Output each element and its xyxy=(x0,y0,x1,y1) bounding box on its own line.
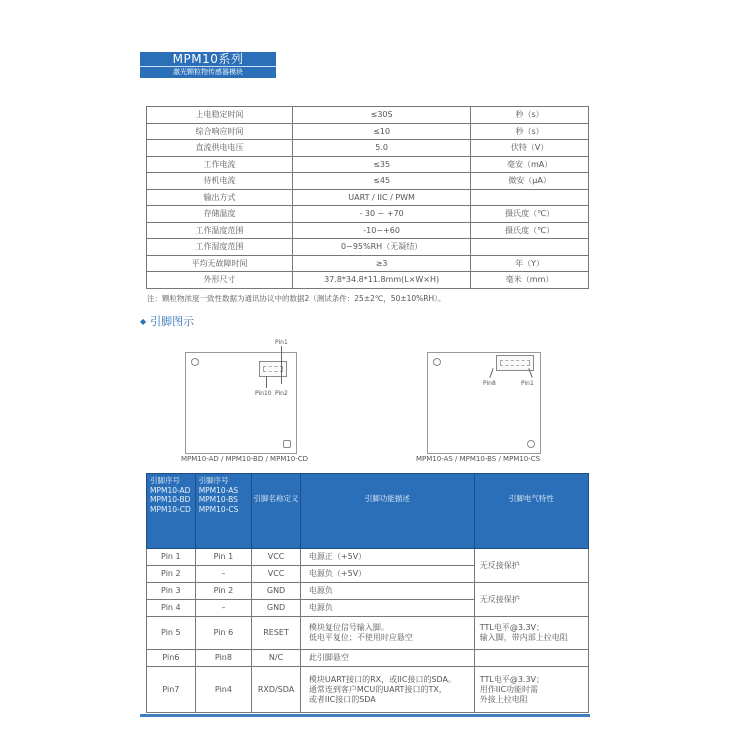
header-pin-electrical: 引脚电气特性 xyxy=(474,474,588,549)
header-pin-number-d: 引脚序号 MPM10-AD MPM10-BD MPM10-CD xyxy=(147,474,196,549)
header-pin-function: 引脚功能描述 xyxy=(300,474,474,549)
pin-electrical xyxy=(474,617,588,650)
spec-value: ≤35 xyxy=(293,156,471,173)
pin-number-s: Pin 2 xyxy=(195,583,252,600)
pin-name: GND xyxy=(252,583,301,600)
pin-number-s: – xyxy=(195,600,252,617)
spec-param: 平均无故障时间 xyxy=(147,255,293,272)
spec-unit: 秒（s） xyxy=(471,107,589,124)
spec-value: ≤45 xyxy=(293,173,471,190)
pin-description-line: 通常连到客户MCU的UART接口的TX， xyxy=(308,684,447,694)
pin-description-line: 或者IIC接口的SDA xyxy=(308,694,376,704)
spec-unit: 摄氏度（℃） xyxy=(471,222,589,239)
bullet-diamond-icon: ◆ xyxy=(140,317,147,326)
pin-name: RESET xyxy=(252,617,301,650)
pin-number-s: – xyxy=(195,566,252,583)
pin-label: Pin2 xyxy=(275,390,288,397)
mounting-hole-icon xyxy=(191,358,199,366)
spec-value: ≤10 xyxy=(293,123,471,140)
table-row xyxy=(147,667,589,713)
pin-description-line: 模块复位信号输入脚。 xyxy=(308,623,389,632)
pin-number-s: Pin 6 xyxy=(195,617,252,650)
pin-number-d: Pin 2 xyxy=(147,566,196,583)
spec-param: 工作电流 xyxy=(147,156,293,173)
pin-description: 电源负 xyxy=(300,583,474,600)
table-row xyxy=(147,140,589,157)
table-row xyxy=(147,255,589,272)
spec-param: 上电稳定时间 xyxy=(147,107,293,124)
pin-description-line: 模块UART接口的RX，或IIC接口的SDA。 xyxy=(308,674,457,684)
spec-unit: 摄氏度（℃） xyxy=(471,206,589,223)
mounting-hole-icon xyxy=(527,440,535,448)
table-row xyxy=(147,583,589,600)
spec-value: 37.8*34.8*11.8mm(L×W×H) xyxy=(293,272,471,289)
section-heading-pin-diagram xyxy=(140,313,194,329)
table-row xyxy=(147,272,589,289)
leader-line xyxy=(266,376,267,388)
pin-number-s: Pin4 xyxy=(195,667,252,713)
table-row xyxy=(147,549,589,566)
spec-unit: 微安（μA） xyxy=(471,173,589,190)
pin-name: GND xyxy=(252,600,301,617)
table-row xyxy=(147,156,589,173)
spec-value: - 30 ~ +70 xyxy=(293,206,471,223)
pin-label: Pin1 xyxy=(521,380,534,387)
table-row xyxy=(147,123,589,140)
table-row xyxy=(147,222,589,239)
spec-param: 存储温度 xyxy=(147,206,293,223)
spec-unit: 毫米（mm） xyxy=(471,272,589,289)
table-row xyxy=(147,107,589,124)
pin-number-s: Pin8 xyxy=(195,650,252,667)
mounting-hole-icon xyxy=(283,440,291,448)
pin-electrical: 无反接保护 xyxy=(474,549,588,583)
test-condition-note: 注：颗粒物浓度一致性数据为通讯协议中的数据2（测试条件：25±2℃，50±10%RH）。 xyxy=(147,294,446,303)
spec-param: 输出方式 xyxy=(147,189,293,206)
spec-param: 直流供电电压 xyxy=(147,140,293,157)
spec-param: 工作湿度范围 xyxy=(147,239,293,256)
table-row xyxy=(147,617,589,650)
diagram-caption: MPM10-AD / MPM10-BD / MPM10-CD xyxy=(181,455,309,463)
spec-param: 外形尺寸 xyxy=(147,272,293,289)
spec-value: ≤30S xyxy=(293,107,471,124)
leader-line xyxy=(281,346,282,384)
spec-unit: 毫安（mA） xyxy=(471,156,589,173)
pin-description-line: 低电平复位；不使用时应悬空 xyxy=(308,633,413,642)
footer-divider xyxy=(140,714,590,717)
mounting-hole-icon xyxy=(433,358,441,366)
pin-description xyxy=(300,617,474,650)
spec-param: 综合响应时间 xyxy=(147,123,293,140)
pin-electrical-line: 外接上拉电阻 xyxy=(479,694,528,704)
pin-description: 此引脚悬空 xyxy=(300,650,474,667)
pin-description: 电源负 xyxy=(300,600,474,617)
spec-unit: 伏特（V） xyxy=(471,140,589,157)
pin-label: Pin10 xyxy=(255,390,272,397)
spec-value: ≥3 xyxy=(293,255,471,272)
spec-param: 工作温度范围 xyxy=(147,222,293,239)
pin-number-d: Pin 5 xyxy=(147,617,196,650)
table-row xyxy=(147,173,589,190)
pin-name: RXD/SDA xyxy=(252,667,301,713)
pin-electrical xyxy=(474,667,588,713)
pin-number-d: Pin6 xyxy=(147,650,196,667)
pin-number-d: Pin 4 xyxy=(147,600,196,617)
pin-name: N/C xyxy=(252,650,301,667)
spec-unit xyxy=(471,239,589,256)
pin-description: 电源正（+5V） xyxy=(300,549,474,566)
spec-unit: 年（Y） xyxy=(471,255,589,272)
product-series-title: MPM10系列 xyxy=(140,52,276,67)
connector-10pin-icon xyxy=(259,361,287,377)
pin-definition-table xyxy=(146,473,589,713)
pin-label: Pin1 xyxy=(275,339,288,346)
table-row xyxy=(147,206,589,223)
table-header-row xyxy=(147,474,589,549)
spec-unit xyxy=(471,189,589,206)
pin-electrical-line: TTL电平@3.3V； xyxy=(479,674,545,684)
pin-number-d: Pin 3 xyxy=(147,583,196,600)
pin-electrical-line: 用作IIC功能时需 xyxy=(479,684,539,694)
section-title: 引脚图示 xyxy=(150,315,195,328)
pin-electrical-line: TTL电平@3.3V； xyxy=(479,623,545,632)
pin-number-d: Pin 1 xyxy=(147,549,196,566)
spec-table xyxy=(146,106,589,289)
pin-number-s: Pin 1 xyxy=(195,549,252,566)
table-row xyxy=(147,650,589,667)
spec-value: UART / IIC / PWM xyxy=(293,189,471,206)
header-pin-name: 引脚名称定义 xyxy=(252,474,301,549)
product-subtitle: 激光颗粒物传感器模块 xyxy=(173,68,243,76)
diagram-caption: MPM10-AS / MPM10-BS / MPM10-CS xyxy=(416,455,541,463)
pin-description xyxy=(300,667,474,713)
pin-electrical: 无反接保护 xyxy=(474,583,588,617)
spec-value: 0~95%RH（无凝结） xyxy=(293,239,471,256)
pin-description: 电源负（+5V） xyxy=(300,566,474,583)
header-pin-number-s: 引脚序号 MPM10-AS MPM10-BS MPM10-CS xyxy=(195,474,252,549)
pin-name: VCC xyxy=(252,549,301,566)
spec-value: -10~+60 xyxy=(293,222,471,239)
pin-name: VCC xyxy=(252,566,301,583)
pin-electrical xyxy=(474,650,588,667)
pin-number-d: Pin7 xyxy=(147,667,196,713)
table-row xyxy=(147,239,589,256)
product-title-banner xyxy=(140,52,276,78)
spec-unit: 秒（s） xyxy=(471,123,589,140)
table-row xyxy=(147,189,589,206)
pin-electrical-line: 输入脚，带内部上拉电阻 xyxy=(479,633,568,642)
spec-param: 待机电流 xyxy=(147,173,293,190)
pcb-board-outline xyxy=(427,352,541,454)
pin-label: Pin8 xyxy=(483,380,496,387)
spec-value: 5.0 xyxy=(293,140,471,157)
